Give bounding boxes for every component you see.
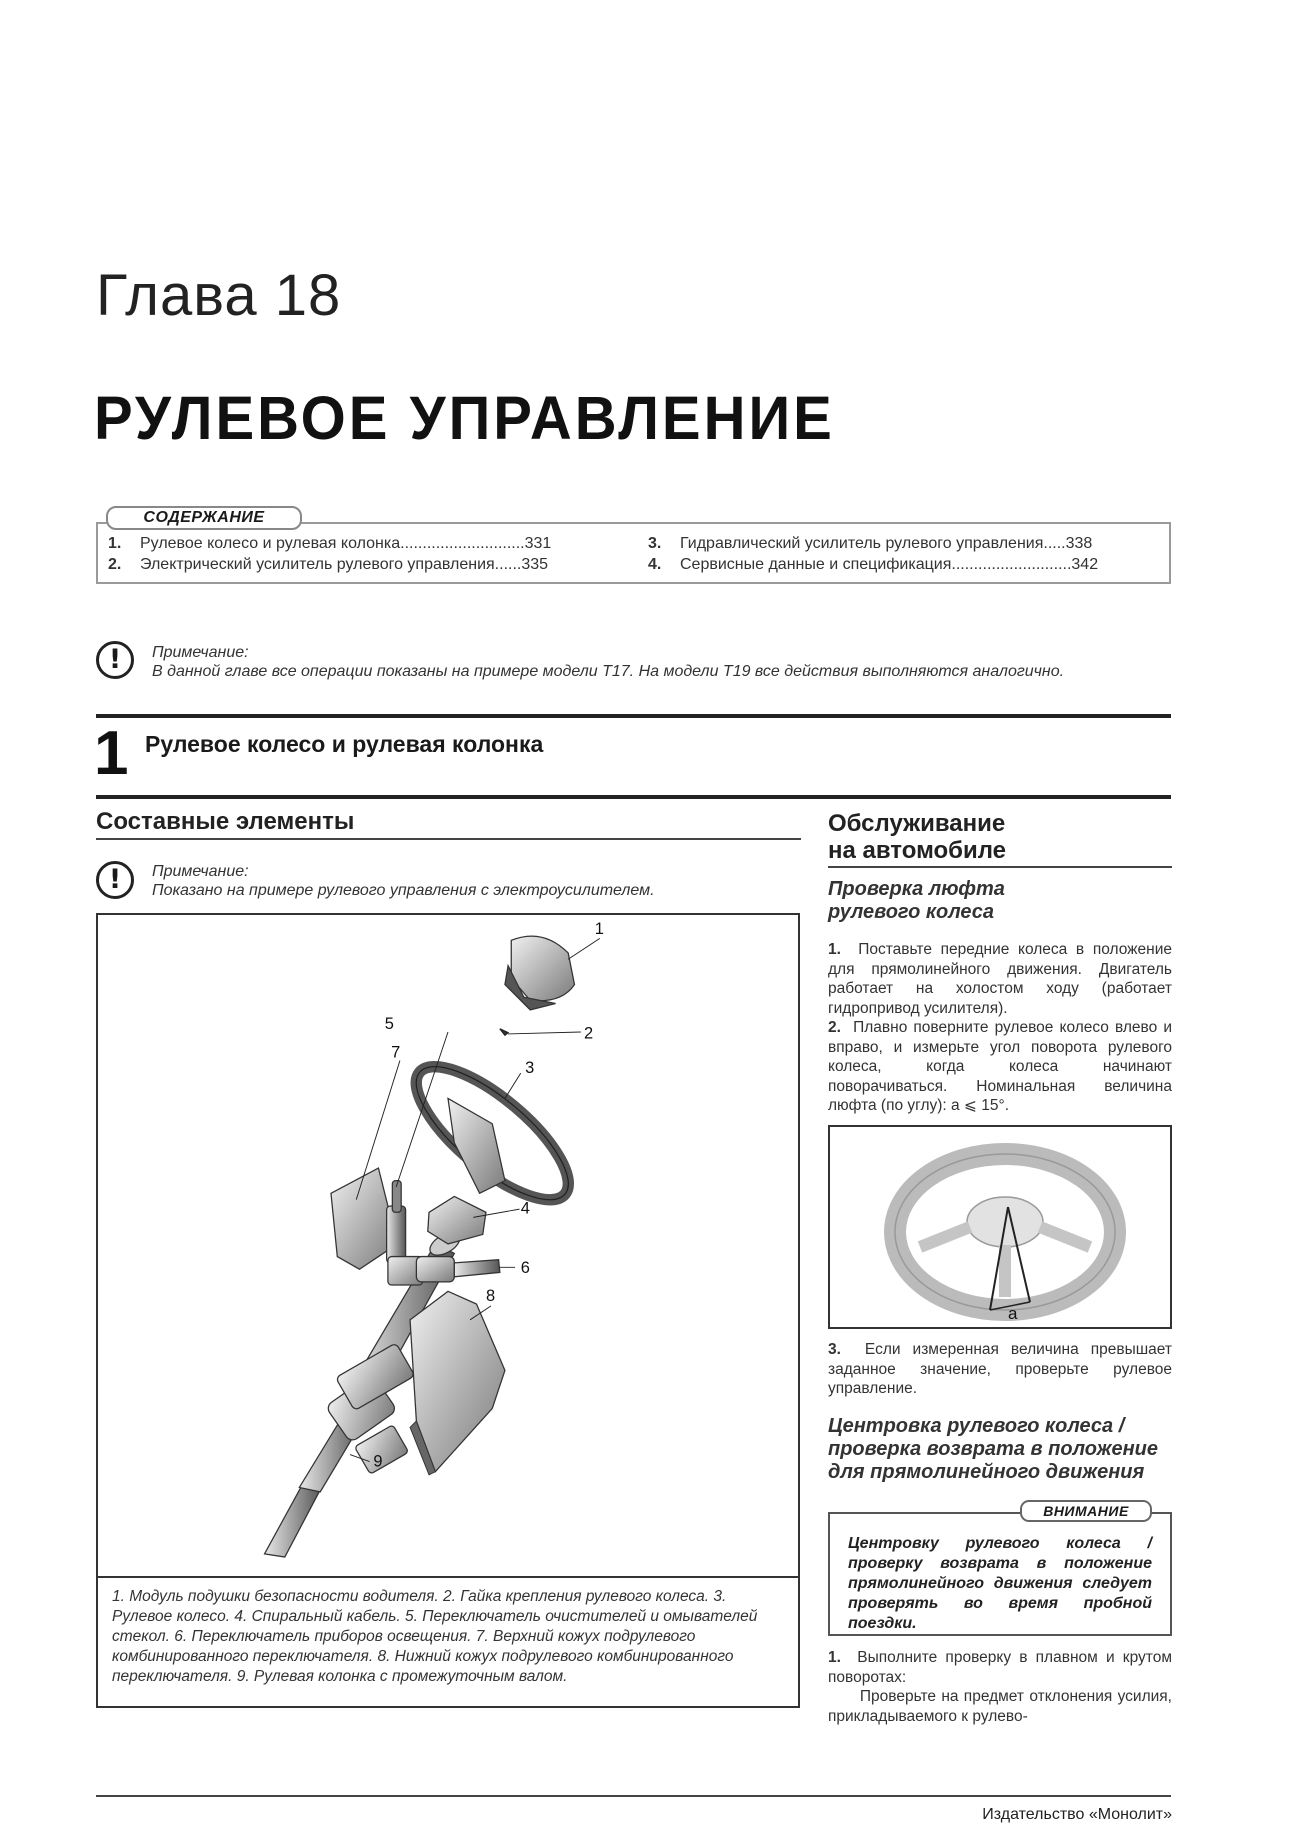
- callout-number: 8: [485, 1286, 496, 1305]
- toc-item[interactable]: 3. Гидравлический усилитель рулевого управления.....338: [648, 535, 1093, 552]
- callout-number: 9: [373, 1452, 383, 1471]
- steering-exploded-diagram: [96, 913, 800, 1578]
- section-rule-top: [96, 714, 1171, 718]
- steering-wheel-part: [397, 1046, 587, 1221]
- step-paragraph: 1. Поставьте передние колеса в положение для прямолинейного движения. Двигатель работает на холостом ходу (работает гидропривод усилителя). 2. Плавно поверните рулевое колесо влево и вправо, и измерьте угол поворота рулевого колеса, когда колеса начинают поворачиваться. Номинальная величина люфта (по углу): a ⩽ 15°.: [828, 941, 1172, 1114]
- callout-number: 2: [583, 1024, 594, 1043]
- steering-diagram-svg: [98, 915, 798, 1576]
- footer-rule: [96, 1795, 1171, 1797]
- publisher-footer: Издательство «Монолит»: [982, 1806, 1172, 1823]
- callout-number: 3: [525, 1059, 535, 1078]
- nut-part: [500, 1029, 508, 1035]
- centering-heading-line1: Центровка рулевого колеса /: [828, 1415, 1125, 1437]
- exclamation-icon: !: [96, 641, 134, 679]
- section-rule-bottom: [96, 795, 1171, 799]
- components-note-text: Показано на примере рулевого управления с электроусилителем.: [152, 882, 655, 899]
- chapter-number: Глава 18: [96, 263, 342, 328]
- step-paragraph: 3. Если измеренная величина превышает заданное значение, проверьте рулевое управление.: [828, 1341, 1172, 1397]
- toc-item[interactable]: 2. Электрический усилитель рулевого управления......335: [108, 556, 549, 573]
- callout-number: 6: [520, 1259, 530, 1278]
- service-rule: [828, 866, 1172, 868]
- toc-item[interactable]: 1. Рулевое колесо и рулевая колонка............................331: [108, 535, 552, 552]
- section-number: 1: [94, 719, 129, 788]
- centering-heading-line3: для прямолинейного движения: [828, 1461, 1145, 1483]
- components-rule: [96, 838, 801, 840]
- service-heading-line1: Обслуживание: [828, 810, 1006, 837]
- clock-spring-part: [428, 1196, 486, 1243]
- warning-box: Центровку рулевого колеса / проверку возврата в положение прямолинейного движения следует проверять во время пробной поездки.: [828, 1512, 1172, 1636]
- callout-number: 1: [594, 919, 604, 938]
- airbag-module-part: [505, 936, 575, 1010]
- callout-number: 7: [391, 1043, 401, 1062]
- centering-heading-line2: проверка возврата в положение: [828, 1438, 1158, 1460]
- toc-label: СОДЕРЖАНИЕ: [106, 506, 302, 530]
- toc-item[interactable]: 4. Сервисные данные и спецификация...........................342: [648, 556, 1099, 573]
- section-title: Рулевое колесо и рулевая колонка: [145, 731, 544, 757]
- components-note-label: Примечание:: [152, 863, 249, 880]
- warning-label: ВНИМАНИЕ: [1020, 1500, 1152, 1522]
- callout-number: 4: [520, 1199, 530, 1218]
- steering-wheel-photo: [828, 1125, 1172, 1329]
- exclamation-icon: !: [96, 861, 134, 899]
- callout-number: 5: [384, 1014, 394, 1033]
- angle-label: a: [1008, 1304, 1018, 1323]
- freeplay-heading-line1: Проверка люфта: [828, 878, 1005, 900]
- chapter-title: РУЛЕВОЕ УПРАВЛЕНИЕ: [94, 384, 835, 453]
- components-heading: Составные элементы: [96, 808, 355, 835]
- note-label: Примечание:: [152, 644, 249, 661]
- step-paragraph: 1. Выполните проверку в плавном и крутом поворотах: Проверьте на предмет отклонения усилия, прикладываемого к рулево-: [828, 1649, 1172, 1725]
- freeplay-heading-line2: рулевого колеса: [828, 901, 995, 923]
- service-heading-line2: на автомобиле: [828, 837, 1007, 864]
- light-switch-part: [416, 1257, 499, 1282]
- figure-caption: 1. Модуль подушки безопасности водителя. 2. Гайка крепления рулевого колеса. 3. Рулевое колесо. 4. Спиральный кабель. 5. Переключатель очистителей и омывателей стекол. 6. Переключатель приборов освещения. 7. Верхний кожух подрулевого комбинированного переключателя. 8. Нижний кожух подрулевого комбинированного переключателя. 9. Рулевая колонка с промежуточным валом.: [96, 1578, 800, 1708]
- toc-box: [96, 522, 1171, 584]
- note-text: В данной главе все операции показаны на примере модели T17. На модели T19 все действия выполняются аналогично.: [152, 663, 1065, 680]
